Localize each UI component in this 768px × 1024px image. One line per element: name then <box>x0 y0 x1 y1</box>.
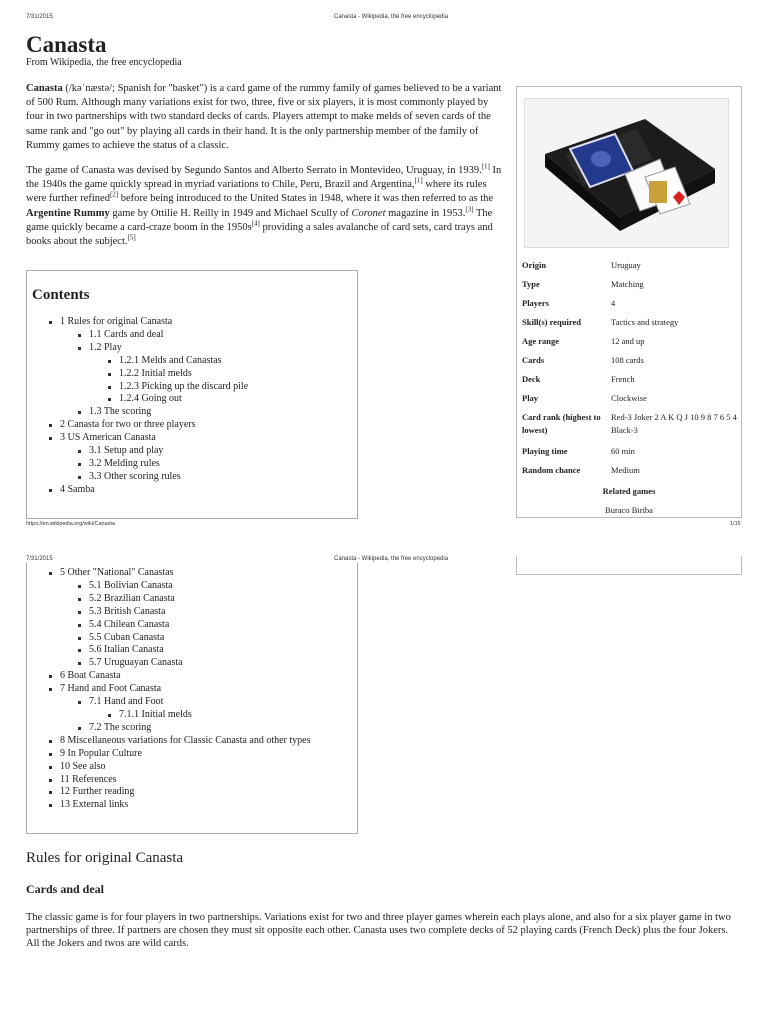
canasta-card-tray-image <box>524 98 729 248</box>
citation-link[interactable]: [2] <box>109 190 119 199</box>
infobox-key: Origin <box>522 260 547 270</box>
infobox-value: 108 cards <box>611 355 644 365</box>
infobox-key: Skill(s) required <box>522 317 581 327</box>
infobox-related-heading: Related games <box>602 486 656 496</box>
toc-item[interactable]: 10 See also <box>27 761 357 774</box>
toc-item[interactable]: 3 US American Canasta <box>27 432 357 445</box>
toc-item[interactable]: 5.3 British Canasta <box>27 606 357 619</box>
table-of-contents <box>26 270 358 519</box>
toc-item[interactable]: 9 In Popular Culture <box>27 748 357 761</box>
history-bold-term: Argentine Rummy <box>26 207 110 219</box>
citation-link[interactable]: [1] <box>414 176 423 185</box>
infobox-key: Age range <box>522 336 560 346</box>
page-header-title: Canasta - Wikipedia, the free encyclopedia <box>334 556 449 562</box>
toc-item[interactable]: 7.1 Hand and Foot <box>27 696 357 709</box>
history-text: where its rules were further refined <box>26 179 487 205</box>
toc-item[interactable]: 1.2.2 Initial melds <box>27 368 357 381</box>
infobox-value: Medium <box>611 465 640 475</box>
intro-paragraph <box>26 82 508 153</box>
infobox-key: Type <box>522 279 540 289</box>
infobox-key: Cards <box>522 355 545 365</box>
infobox-value: French <box>611 374 635 384</box>
toc-item[interactable]: 1.2.3 Picking up the discard pile <box>27 381 357 394</box>
toc-item[interactable]: 11 References <box>27 774 357 787</box>
history-text: The game quickly became a card-craze boom in the 1950s <box>26 207 493 233</box>
infobox-key: Play <box>522 393 539 403</box>
infobox-value: Clockwise <box>611 393 647 403</box>
infobox-key: Card rank (highest to lowest) <box>522 412 601 435</box>
history-text: before being introduced to the United States in 1948, where it was then referred to as the <box>118 193 494 205</box>
infobox-key: Playing time <box>522 446 568 456</box>
history-text: The game of Canasta was devised by Segundo Santos and Alberto Serrato in Montevideo, Uruguay, in 1939. <box>26 165 482 176</box>
toc-item[interactable]: 1.3 The scoring <box>27 406 357 419</box>
intro-bold-term: Canasta <box>26 83 63 94</box>
section-heading: Rules for original Canasta <box>26 850 184 866</box>
history-text: magazine in 1953. <box>385 207 466 219</box>
section-paragraph: The classic game is for four players in two partnerships. Variations exist for two and three player games wherein each plays alone, and also for a six player game in two partnerships of three. If partners are chosen they must sit opposite each other. Canasta uses two complete decks of 52 playing cards (French Deck) plus the four Jokers. All the Jokers and twos are wild cards. <box>26 912 731 949</box>
toc-item[interactable]: 5.1 Bolivian Canasta <box>27 580 357 593</box>
toc-list <box>27 567 357 812</box>
page-header-date: 7/31/2015 <box>26 14 53 20</box>
intro-text-rest: . Although many variations exist for two, three, five or six players, it is most commonly played by four in two partnerships with two standard decks of cards. Players attempt to make melds of seven cards of the same rank and "go out" by playing all cards in their hand. It is the only partnership member of the family of Rummy games to achieve the status of a classic. <box>26 97 491 151</box>
intro-text: (/kəˈnæstə/; Spanish for "basket") is a card game of the rummy family of games believed to be a variant of <box>26 83 502 109</box>
toc-item[interactable]: 1 Rules for original Canasta <box>27 316 357 329</box>
citation-link[interactable]: [5] <box>127 233 136 242</box>
toc-item[interactable]: 5.6 Italian Canasta <box>27 644 357 657</box>
toc-list <box>27 316 357 497</box>
infobox-key: Random chance <box>522 465 581 475</box>
toc-item[interactable]: 2 Canasta for two or three players <box>27 419 357 432</box>
toc-item[interactable]: 7.2 The scoring <box>27 722 357 735</box>
infobox <box>516 86 742 518</box>
history-paragraph <box>26 164 508 249</box>
history-text: providing a sales avalanche of card sets, card trays and books about the subject. <box>26 221 493 248</box>
citation-link[interactable]: [1] <box>481 162 490 171</box>
toc-item[interactable]: 13 External links <box>27 799 357 812</box>
citation-link[interactable]: [3] <box>465 205 474 214</box>
toc-item[interactable]: 5.4 Chilean Canasta <box>27 619 357 632</box>
toc-item[interactable]: 7 Hand and Foot Canasta <box>27 683 357 696</box>
infobox-continued <box>516 556 742 575</box>
toc-item[interactable]: 5.5 Cuban Canasta <box>27 632 357 645</box>
toc-item[interactable]: 12 Further reading <box>27 786 357 799</box>
infobox-value: Red-3 Joker 2 A K Q J 10 9 8 7 6 5 4 Black-3 <box>611 412 737 435</box>
toc-item[interactable]: 3.1 Setup and play <box>27 445 357 458</box>
infobox-key: Deck <box>522 374 541 384</box>
table-of-contents-continued <box>26 563 358 834</box>
infobox-value: 12 and up <box>611 336 645 346</box>
toc-item[interactable]: 1.2.1 Melds and Canastas <box>27 355 357 368</box>
toc-item[interactable]: 3.3 Other scoring rules <box>27 471 357 484</box>
history-italic-term: Coronet <box>351 207 386 219</box>
toc-item[interactable]: 5.7 Uruguayan Canasta <box>27 657 357 670</box>
history-text: game by Ottilie H. Reilly in 1949 and Michael Scully of <box>109 207 352 219</box>
card-tray-picture <box>525 99 728 247</box>
citation-link[interactable]: [4] <box>251 219 260 228</box>
page-footer-number: 1/15 <box>730 521 741 527</box>
history-text: In the 1940s the game quickly spread in myriad variations to Chile, Peru, Brazil and Argentina, <box>26 165 502 191</box>
infobox-value: 60 min <box>611 446 635 456</box>
toc-item[interactable]: 5.2 Brazilian Canasta <box>27 593 357 606</box>
page-title: Canasta <box>26 32 107 57</box>
page-header-title: Canasta - Wikipedia, the free encyclopedia <box>334 14 449 20</box>
page-footer-url: https://en.wikipedia.org/wiki/Canasta <box>26 521 115 527</box>
infobox-value: Matching <box>611 279 644 289</box>
toc-item[interactable]: 8 Miscellaneous variations for Classic Canasta and other types <box>27 735 357 748</box>
toc-item[interactable]: 7.1.1 Initial melds <box>27 709 357 722</box>
subsection-heading: Cards and deal <box>26 882 105 896</box>
toc-item[interactable]: 1.2 Play <box>27 342 357 355</box>
toc-item[interactable]: 5 Other "National" Canastas <box>27 567 357 580</box>
infobox-value: 4 <box>611 298 616 308</box>
toc-item[interactable]: 4 Samba <box>27 484 357 497</box>
toc-heading: Contents <box>32 287 90 303</box>
toc-item[interactable]: 3.2 Melding rules <box>27 458 357 471</box>
toc-item[interactable]: 6 Boat Canasta <box>27 670 357 683</box>
toc-item[interactable]: 1.2.4 Going out <box>27 393 357 406</box>
infobox-value: Uruguay <box>611 260 641 270</box>
page-header-date: 7/31/2015 <box>26 556 53 562</box>
link-500-rum[interactable]: 500 Rum <box>37 97 77 109</box>
toc-item[interactable]: 1.1 Cards and deal <box>27 329 357 342</box>
infobox-key: Players <box>522 298 549 308</box>
infobox-value: Tactics and strategy <box>611 317 679 327</box>
infobox-related-value[interactable]: Buraco Biriba <box>605 505 653 515</box>
page-subtitle: From Wikipedia, the free encyclopedia <box>26 57 182 68</box>
